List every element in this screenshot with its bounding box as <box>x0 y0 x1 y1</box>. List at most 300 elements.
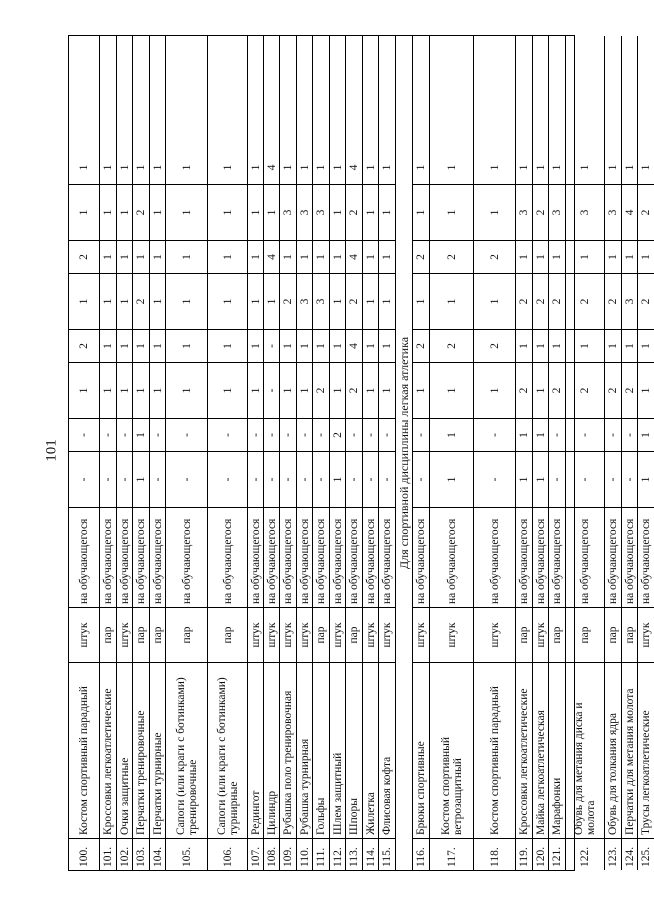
qty-cell: 4 <box>348 164 360 171</box>
qty-cell: 1 <box>605 240 621 273</box>
item-name: Флисовая кофта <box>379 662 395 838</box>
qty-cell: - <box>297 451 312 507</box>
qty-cell: 1 <box>150 329 165 362</box>
row-number: 117. <box>430 838 473 870</box>
qty-cell: 1 <box>280 362 296 418</box>
qty-cell: 1 <box>102 164 114 171</box>
qty-cell: 2 <box>516 362 532 418</box>
qty-cell: 1 <box>363 273 378 329</box>
item-unit: пар <box>605 607 621 662</box>
qty-cell: 1 <box>622 329 637 362</box>
qty-cell: 1 <box>623 164 636 171</box>
item-unit: штук <box>363 607 378 662</box>
item-per: на обучающегося <box>100 507 116 607</box>
row-number: 114. <box>363 838 378 870</box>
qty-cell: 1 <box>297 240 312 273</box>
item-name: Рубашка турнирная <box>297 662 312 838</box>
qty-cell: 1 <box>117 240 132 273</box>
qty-cell: - <box>248 418 263 451</box>
qty-cell: 1 <box>117 362 132 418</box>
qty-cell: 1 <box>208 362 247 418</box>
qty-cell: 1 <box>381 164 393 171</box>
item-name: Перчатки тренировочные <box>133 662 149 838</box>
qty-cell: 2 <box>566 273 604 329</box>
item-unit: штук <box>69 607 99 662</box>
item-per: на обучающегося <box>117 507 132 607</box>
qty-cell: - <box>605 418 621 451</box>
qty-cell: 1 <box>166 240 207 273</box>
item-name: Сапоги (или краги с ботинками) турнирные <box>208 662 247 838</box>
item-unit: пар <box>208 607 247 662</box>
item-name: Перчатки для метания молота <box>622 662 637 838</box>
qty-cell: 2 <box>430 329 473 362</box>
qty-cell: 2 <box>346 273 362 329</box>
qty-cell: 1 <box>100 273 116 329</box>
qty-cell: 2 <box>474 329 515 362</box>
qty-cell: 2 <box>346 184 362 240</box>
qty-cell: - <box>346 418 362 451</box>
item-per: на обучающегося <box>549 507 565 607</box>
qty-cell: 1 <box>297 329 312 362</box>
qty-cell: 1 <box>638 451 654 507</box>
row-number: 102. <box>117 838 132 870</box>
qty-cell: 3 <box>313 273 329 329</box>
item-name: Редингот <box>248 662 263 838</box>
qty-cell: 1 <box>150 362 165 418</box>
row-number: 120. <box>533 838 548 870</box>
item-unit: пар <box>566 607 604 662</box>
qty-cell: - <box>622 418 637 451</box>
qty-cell: 1 <box>516 240 532 273</box>
qty-cell: 2 <box>133 184 149 240</box>
qty-cell: 2 <box>566 362 604 418</box>
row-number: 122. <box>566 838 604 870</box>
item-per: на обучающегося <box>638 507 654 607</box>
qty-cell: 1 <box>117 184 132 240</box>
qty-cell: - <box>363 418 378 451</box>
qty-cell: 1 <box>117 329 132 362</box>
qty-cell: - <box>208 418 247 451</box>
qty-cell: 1 <box>166 362 207 418</box>
qty-cell: 1 <box>150 184 165 240</box>
qty-cell: - <box>150 451 165 507</box>
qty-cell: 2 <box>280 273 296 329</box>
item-per: на обучающегося <box>346 507 362 607</box>
table-row <box>100 36 117 870</box>
item-name: Обувь для толкания ядра <box>605 662 621 838</box>
item-unit: штук <box>638 607 654 662</box>
qty-cell: 1 <box>533 418 548 451</box>
qty-cell: - <box>379 418 395 451</box>
row-number: 112. <box>330 838 345 870</box>
qty-cell: 1 <box>69 362 99 418</box>
qty-cell: 2 <box>549 362 565 418</box>
qty-cell: - <box>413 418 429 451</box>
item-name: Костом спортивный парадный <box>474 662 515 838</box>
item-per: на обучающегося <box>264 507 279 607</box>
qty-cell: - <box>622 451 637 507</box>
item-name: Костом спортивный ветрозащитный <box>430 662 473 838</box>
qty-cell: 1 <box>363 240 378 273</box>
qty-cell: 1 <box>534 164 547 171</box>
table-row <box>363 36 379 870</box>
row-number: 108. <box>264 838 279 870</box>
table-row <box>430 36 474 870</box>
table-row <box>474 36 516 870</box>
qty-cell: 1 <box>638 240 654 273</box>
qty-cell: 3 <box>280 184 296 240</box>
qty-cell: - <box>549 418 565 451</box>
qty-cell: 1 <box>297 362 312 418</box>
qty-cell: - <box>100 418 116 451</box>
item-name: Сапоги (или краги с ботинками) тренировочные <box>166 662 207 838</box>
row-number: 101. <box>100 838 116 870</box>
table-row <box>605 36 622 870</box>
item-per: на обучающегося <box>533 507 548 607</box>
section-title: Для спортивной дисциплины легкая атлетика <box>397 336 411 570</box>
item-name: Рубашка поло тренировочная <box>280 662 296 838</box>
qty-cell: 1 <box>69 273 99 329</box>
qty-cell: 2 <box>605 273 621 329</box>
qty-cell: - <box>150 418 165 451</box>
qty-cell: - <box>363 451 378 507</box>
table-row <box>346 36 363 870</box>
qty-cell: - <box>208 451 247 507</box>
equipment-table <box>68 35 652 871</box>
qty-cell: 1 <box>166 184 207 240</box>
qty-cell: - <box>264 362 279 418</box>
qty-cell: - <box>166 451 207 507</box>
qty-cell: - <box>264 451 279 507</box>
qty-cell: 1 <box>330 451 345 507</box>
item-name: Кроссовки легкоатлетические <box>516 662 532 838</box>
item-per: на обучающегося <box>622 507 637 607</box>
item-unit: пар <box>549 607 565 662</box>
qty-cell: - <box>69 451 99 507</box>
qty-cell: 3 <box>297 184 312 240</box>
qty-cell: 1 <box>133 329 149 362</box>
item-name: Жилетка <box>363 662 378 838</box>
qty-cell: 1 <box>415 164 427 171</box>
qty-cell: 2 <box>346 362 362 418</box>
qty-cell: 1 <box>379 273 395 329</box>
row-number: 110. <box>297 838 312 870</box>
qty-cell: 1 <box>118 164 131 171</box>
qty-cell: 1 <box>379 240 395 273</box>
qty-cell: 1 <box>364 164 377 171</box>
qty-cell: 1 <box>280 240 296 273</box>
item-unit: штук <box>297 607 312 662</box>
qty-cell: 1 <box>549 240 565 273</box>
item-per: на обучающегося <box>208 507 247 607</box>
table-row <box>280 36 297 870</box>
item-name: Майка легкоатлетическая <box>533 662 548 838</box>
qty-cell: 1 <box>430 184 473 240</box>
section-row <box>396 36 413 870</box>
item-unit: пар <box>346 607 362 662</box>
qty-cell: 1 <box>474 184 515 240</box>
qty-cell: - <box>566 418 604 451</box>
qty-cell: 1 <box>413 362 429 418</box>
item-unit: штук <box>248 607 263 662</box>
qty-cell: - <box>117 418 132 451</box>
qty-cell: 1 <box>379 329 395 362</box>
qty-cell: 1 <box>117 273 132 329</box>
qty-cell: 2 <box>638 184 654 240</box>
qty-cell: 2 <box>605 362 621 418</box>
qty-cell: - <box>474 451 515 507</box>
item-unit: пар <box>166 607 207 662</box>
qty-cell: 2 <box>69 329 99 362</box>
qty-cell: 1 <box>413 273 429 329</box>
table-row <box>638 36 654 870</box>
qty-cell: 1 <box>445 164 458 171</box>
item-name: Брюки спортивные <box>413 662 429 838</box>
row-number: 121. <box>549 838 565 870</box>
qty-cell: 1 <box>518 164 530 171</box>
qty-cell: 1 <box>549 329 565 362</box>
row-number: 119. <box>516 838 532 870</box>
qty-cell: 1 <box>330 362 345 418</box>
qty-cell: 1 <box>135 164 147 171</box>
qty-cell: 1 <box>166 329 207 362</box>
item-per: на обучающегося <box>330 507 345 607</box>
qty-cell: 1 <box>151 164 164 171</box>
qty-cell: 3 <box>313 184 329 240</box>
qty-cell: 1 <box>150 273 165 329</box>
qty-cell: 1 <box>330 329 345 362</box>
item-per: на обучающегося <box>474 507 515 607</box>
qty-cell: 1 <box>640 164 652 171</box>
qty-cell: 2 <box>413 240 429 273</box>
qty-cell: 1 <box>430 362 473 418</box>
table-row <box>516 36 533 870</box>
qty-cell: 1 <box>282 164 294 171</box>
row-number: 100. <box>69 838 99 870</box>
row-number: 115. <box>379 838 395 870</box>
qty-cell: 4 <box>346 329 362 362</box>
qty-cell: - <box>264 329 279 362</box>
item-unit: пар <box>516 607 532 662</box>
qty-cell: 1 <box>100 184 116 240</box>
qty-cell: 1 <box>363 184 378 240</box>
qty-cell: 1 <box>208 273 247 329</box>
qty-cell: - <box>379 451 395 507</box>
item-unit: пар <box>313 607 329 662</box>
table-row <box>413 36 430 870</box>
item-per: на обучающегося <box>516 507 532 607</box>
qty-cell: 1 <box>551 164 563 171</box>
qty-cell: 1 <box>69 184 99 240</box>
qty-cell: 1 <box>313 240 329 273</box>
item-per: на обучающегося <box>297 507 312 607</box>
qty-cell: 1 <box>100 329 116 362</box>
row-number: 105. <box>166 838 207 870</box>
item-name: Цилиндр <box>264 662 279 838</box>
qty-cell: 1 <box>133 418 149 451</box>
qty-cell: - <box>549 451 565 507</box>
qty-cell: - <box>313 418 329 451</box>
qty-cell: 1 <box>363 329 378 362</box>
row-number: 118. <box>474 838 515 870</box>
table-row <box>117 36 133 870</box>
item-name: Очки защитные <box>117 662 132 838</box>
qty-cell: 1 <box>298 164 311 171</box>
qty-cell: 1 <box>638 329 654 362</box>
table-row <box>69 36 100 870</box>
item-per: на обучающегося <box>430 507 473 607</box>
item-name: Перчатки турнирные <box>150 662 165 838</box>
qty-cell: 1 <box>533 240 548 273</box>
item-name: Трусы легкоатлетические <box>638 662 654 838</box>
qty-cell: 1 <box>622 240 637 273</box>
qty-cell: 1 <box>330 184 345 240</box>
qty-cell: 1 <box>150 240 165 273</box>
row-number: 106. <box>208 838 247 870</box>
item-unit: штук <box>474 607 515 662</box>
item-name: Шлем защитный <box>330 662 345 838</box>
row-number: 125. <box>638 838 654 870</box>
row-number: 123. <box>605 838 621 870</box>
qty-cell: 3 <box>622 273 637 329</box>
qty-cell: 1 <box>430 451 473 507</box>
row-number: 104. <box>150 838 165 870</box>
qty-cell: - <box>566 451 604 507</box>
table-row <box>297 36 313 870</box>
qty-cell: 4 <box>346 240 362 273</box>
item-unit: штук <box>280 607 296 662</box>
qty-cell: 1 <box>638 418 654 451</box>
item-per: на обучающегося <box>313 507 329 607</box>
table-row <box>533 36 549 870</box>
qty-cell: 1 <box>579 164 591 171</box>
qty-cell: - <box>346 451 362 507</box>
row-number: 103. <box>133 838 149 870</box>
table-row <box>330 36 346 870</box>
qty-cell: 2 <box>622 362 637 418</box>
qty-cell: 1 <box>331 164 344 171</box>
table-row <box>379 36 396 870</box>
qty-cell: 2 <box>430 240 473 273</box>
row-number: 116. <box>413 838 429 870</box>
qty-cell: 3 <box>516 184 532 240</box>
qty-cell: 2 <box>133 273 149 329</box>
qty-cell: 3 <box>605 184 621 240</box>
qty-cell: 1 <box>315 164 327 171</box>
qty-cell: - <box>413 451 429 507</box>
qty-cell: 2 <box>638 273 654 329</box>
table-row <box>549 36 566 870</box>
item-unit: штук <box>413 607 429 662</box>
item-per: на обучающегося <box>69 507 99 607</box>
item-unit: штук <box>330 607 345 662</box>
qty-cell: 1 <box>100 240 116 273</box>
qty-cell: 1 <box>516 451 532 507</box>
qty-cell: 1 <box>533 329 548 362</box>
qty-cell: 1 <box>133 451 149 507</box>
qty-cell: 1 <box>248 184 263 240</box>
qty-cell: - <box>297 418 312 451</box>
qty-cell: 4 <box>264 240 279 273</box>
qty-cell: 1 <box>180 164 193 171</box>
qty-cell: 1 <box>566 240 604 273</box>
qty-cell: 1 <box>208 329 247 362</box>
qty-cell: 1 <box>166 273 207 329</box>
item-unit: штук <box>264 607 279 662</box>
row-number: 109. <box>280 838 296 870</box>
qty-cell: 1 <box>516 418 532 451</box>
qty-cell: 1 <box>221 164 234 171</box>
item-per: на обучающегося <box>413 507 429 607</box>
item-unit: пар <box>133 607 149 662</box>
qty-cell: 2 <box>313 362 329 418</box>
qty-cell: 2 <box>330 418 345 451</box>
qty-cell: 1 <box>430 273 473 329</box>
qty-cell: - <box>605 451 621 507</box>
qty-cell: 1 <box>330 240 345 273</box>
table-row <box>133 36 150 870</box>
item-per: на обучающегося <box>605 507 621 607</box>
item-unit: штук <box>379 607 395 662</box>
item-name: Обувь для метания диска и молота <box>566 662 604 838</box>
qty-cell: 1 <box>248 240 263 273</box>
item-per: на обучающегося <box>379 507 395 607</box>
qty-cell: - <box>248 451 263 507</box>
qty-cell: - <box>69 418 99 451</box>
qty-cell: - <box>166 418 207 451</box>
qty-cell: 1 <box>379 362 395 418</box>
qty-cell: - <box>280 451 296 507</box>
qty-cell: 1 <box>280 329 296 362</box>
qty-cell: 1 <box>488 164 501 171</box>
qty-cell: - <box>474 418 515 451</box>
qty-cell: 1 <box>264 184 279 240</box>
qty-cell: 1 <box>100 362 116 418</box>
item-unit: пар <box>100 607 116 662</box>
item-per: на обучающегося <box>133 507 149 607</box>
qty-cell: 2 <box>516 273 532 329</box>
qty-cell: 2 <box>533 184 548 240</box>
item-unit: пар <box>150 607 165 662</box>
item-unit: пар <box>622 607 637 662</box>
item-unit: штук <box>533 607 548 662</box>
qty-cell: 1 <box>413 184 429 240</box>
table-row <box>264 36 280 870</box>
qty-cell: 1 <box>264 273 279 329</box>
table-row <box>566 36 605 870</box>
qty-cell: 2 <box>413 329 429 362</box>
row-number: 113. <box>346 838 362 870</box>
item-name: Кроссовки легкоатлетические <box>100 662 116 838</box>
item-per: на обучающегося <box>150 507 165 607</box>
item-per: на обучающегося <box>248 507 263 607</box>
item-name: Гольфы <box>313 662 329 838</box>
qty-cell: 1 <box>638 362 654 418</box>
qty-cell: 1 <box>208 184 247 240</box>
qty-cell: 3 <box>549 184 565 240</box>
qty-cell: 1 <box>607 164 619 171</box>
item-per: на обучающегося <box>566 507 604 607</box>
qty-cell: 2 <box>69 240 99 273</box>
qty-cell: 1 <box>430 418 473 451</box>
qty-cell: 2 <box>549 273 565 329</box>
qty-cell: 4 <box>622 184 637 240</box>
qty-cell: 4 <box>265 164 278 171</box>
qty-cell: 3 <box>297 273 312 329</box>
item-name: Марафонки <box>549 662 565 838</box>
item-per: на обучающегося <box>363 507 378 607</box>
qty-cell: 1 <box>208 240 247 273</box>
